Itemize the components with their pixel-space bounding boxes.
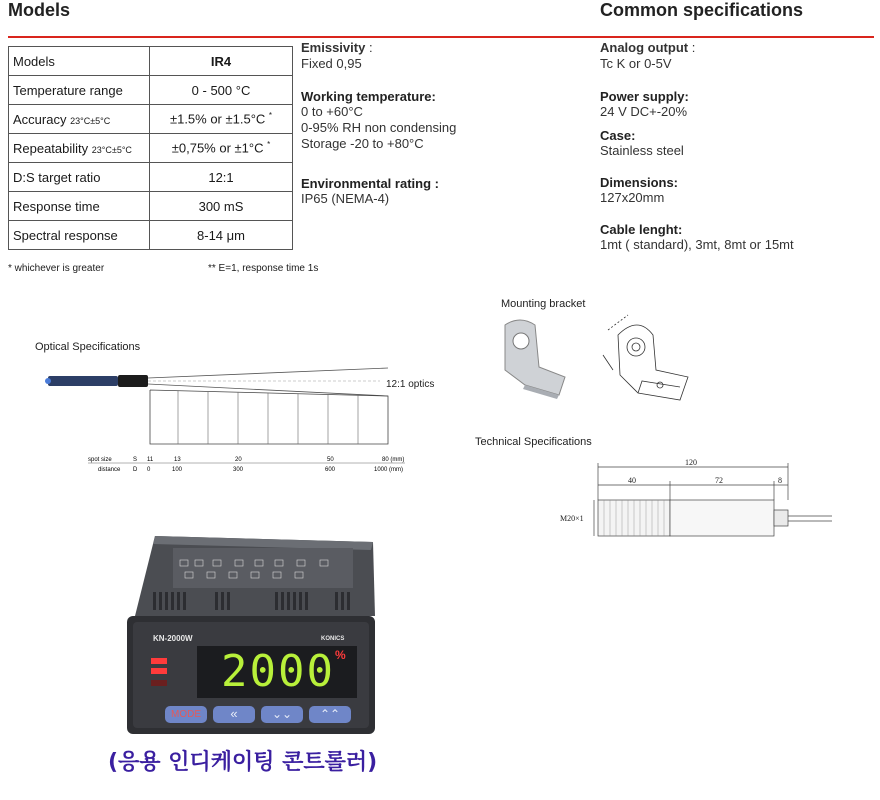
distance-letter: D [133,467,138,473]
emissivity-heading: Emissivity : [301,40,373,55]
controller-model: KN-2000W [153,634,193,643]
spec-table [8,46,293,250]
header-rule [8,36,874,38]
table-row [9,76,293,105]
bracket-drawing-icon [598,305,698,410]
row-label: Spectral response [9,221,150,250]
optical-diagram [30,360,450,480]
optics-ratio-label: 12:1 optics [386,379,435,390]
spot-value: 13 [174,457,181,463]
env-rating-heading: Environmental rating : [301,176,439,191]
technical-caption: Technical Specifications [475,436,592,448]
row-value: 8-14 μm [150,221,293,250]
row-label: Temperature range [9,76,150,105]
models-heading: Models [8,0,71,20]
row-value: ±0,75% or ±1°C * [150,134,293,163]
mid-specs [301,40,456,207]
working-temp-heading: Working temperature: [301,89,436,104]
distance-label: distance [98,467,121,473]
row-label: Models [9,47,150,76]
analog-value: Tc K or 0-5V [600,56,672,71]
storage-value: Storage -20 to +80°C [301,136,424,151]
analog-heading: Analog output : [600,40,696,55]
dim-nut-length: 8 [778,476,782,485]
row-value: IR4 [150,47,293,76]
working-temp-value: 0 to +60°C [301,104,363,119]
left-button[interactable] [213,706,255,723]
distance-value: 1000 (mm) [374,467,404,473]
case-heading: Case: [600,128,636,143]
distance-value: 300 [233,467,244,473]
row-label: Accuracy 23°C±5°C [9,105,150,134]
table-row [9,47,293,76]
optical-caption: Optical Specifications [35,341,141,353]
bracket-caption: Mounting bracket [501,298,586,310]
table-row [9,163,293,192]
row-label: Response time [9,192,150,221]
distance-value: 100 [172,467,183,473]
mode-button[interactable]: MODE [165,706,207,723]
unit-indicator: % [335,648,346,662]
dim-body-length: 72 [715,476,723,485]
common-spec-heading: Common specifications [600,0,804,20]
common-specs [600,40,794,253]
row-label: Repeatability 23°C±5°C [9,134,150,163]
spot-value: 20 [235,457,242,463]
row-value: 0 - 500 °C [150,76,293,105]
led-display: 2000 [221,646,335,697]
distance-value: 0 [147,467,151,473]
table-row [9,105,293,134]
up-button[interactable] [309,706,351,723]
technical-drawing [560,455,840,545]
dim-thread-length: 40 [628,476,636,485]
distance-value: 600 [325,467,336,473]
case-value: Stainless steel [600,143,684,158]
chevron-down-icon: ⌄⌄ [271,707,293,721]
cable-value: 1mt ( standard), 3mt, 8mt or 15mt [600,237,794,252]
dim-total: 120 [685,458,697,467]
korean-caption: (응용 인디케이팅 콘트롤러) [108,750,378,775]
sensor-nut-icon [118,375,148,387]
down-button[interactable] [261,706,303,723]
table-row [9,192,293,221]
table-row [9,221,293,250]
row-value: 300 mS [150,192,293,221]
spot-value: 50 [327,457,334,463]
spot-value: 80 (mm) [382,457,405,463]
sensor-body-icon [48,376,118,386]
row-value: 12:1 [150,163,293,192]
cable-heading: Cable lenght: [600,222,683,237]
env-rating-value: IP65 (NEMA-4) [301,191,390,206]
power-heading: Power supply: [600,89,689,104]
power-value: 24 V DC+-20% [600,104,688,119]
row-label: D:S target ratio [9,163,150,192]
chevron-up-icon: ⌃⌃ [319,707,341,721]
spot-value: 11 [147,457,154,463]
dimensions-value: 127x20mm [600,190,665,205]
controller-image [125,528,375,738]
thread-size: M20×1 [560,514,584,523]
footnote-response: ** E=1, response time 1s [208,263,319,274]
footnote-whichever: * whichever is greater [8,263,105,274]
chevron-left-icon: « [230,706,238,721]
bracket-photo-icon [495,315,575,405]
controller-brand: KONICS [321,636,345,642]
humidity-value: 0-95% RH non condensing [301,120,457,135]
spot-letter: S [133,457,138,463]
row-value: ±1.5% or ±1.5°C * [150,105,293,134]
emissivity-value: Fixed 0,95 [301,56,362,71]
table-row [9,134,293,163]
dimensions-heading: Dimensions: [600,175,679,190]
spot-size-label: spot size [88,457,112,463]
